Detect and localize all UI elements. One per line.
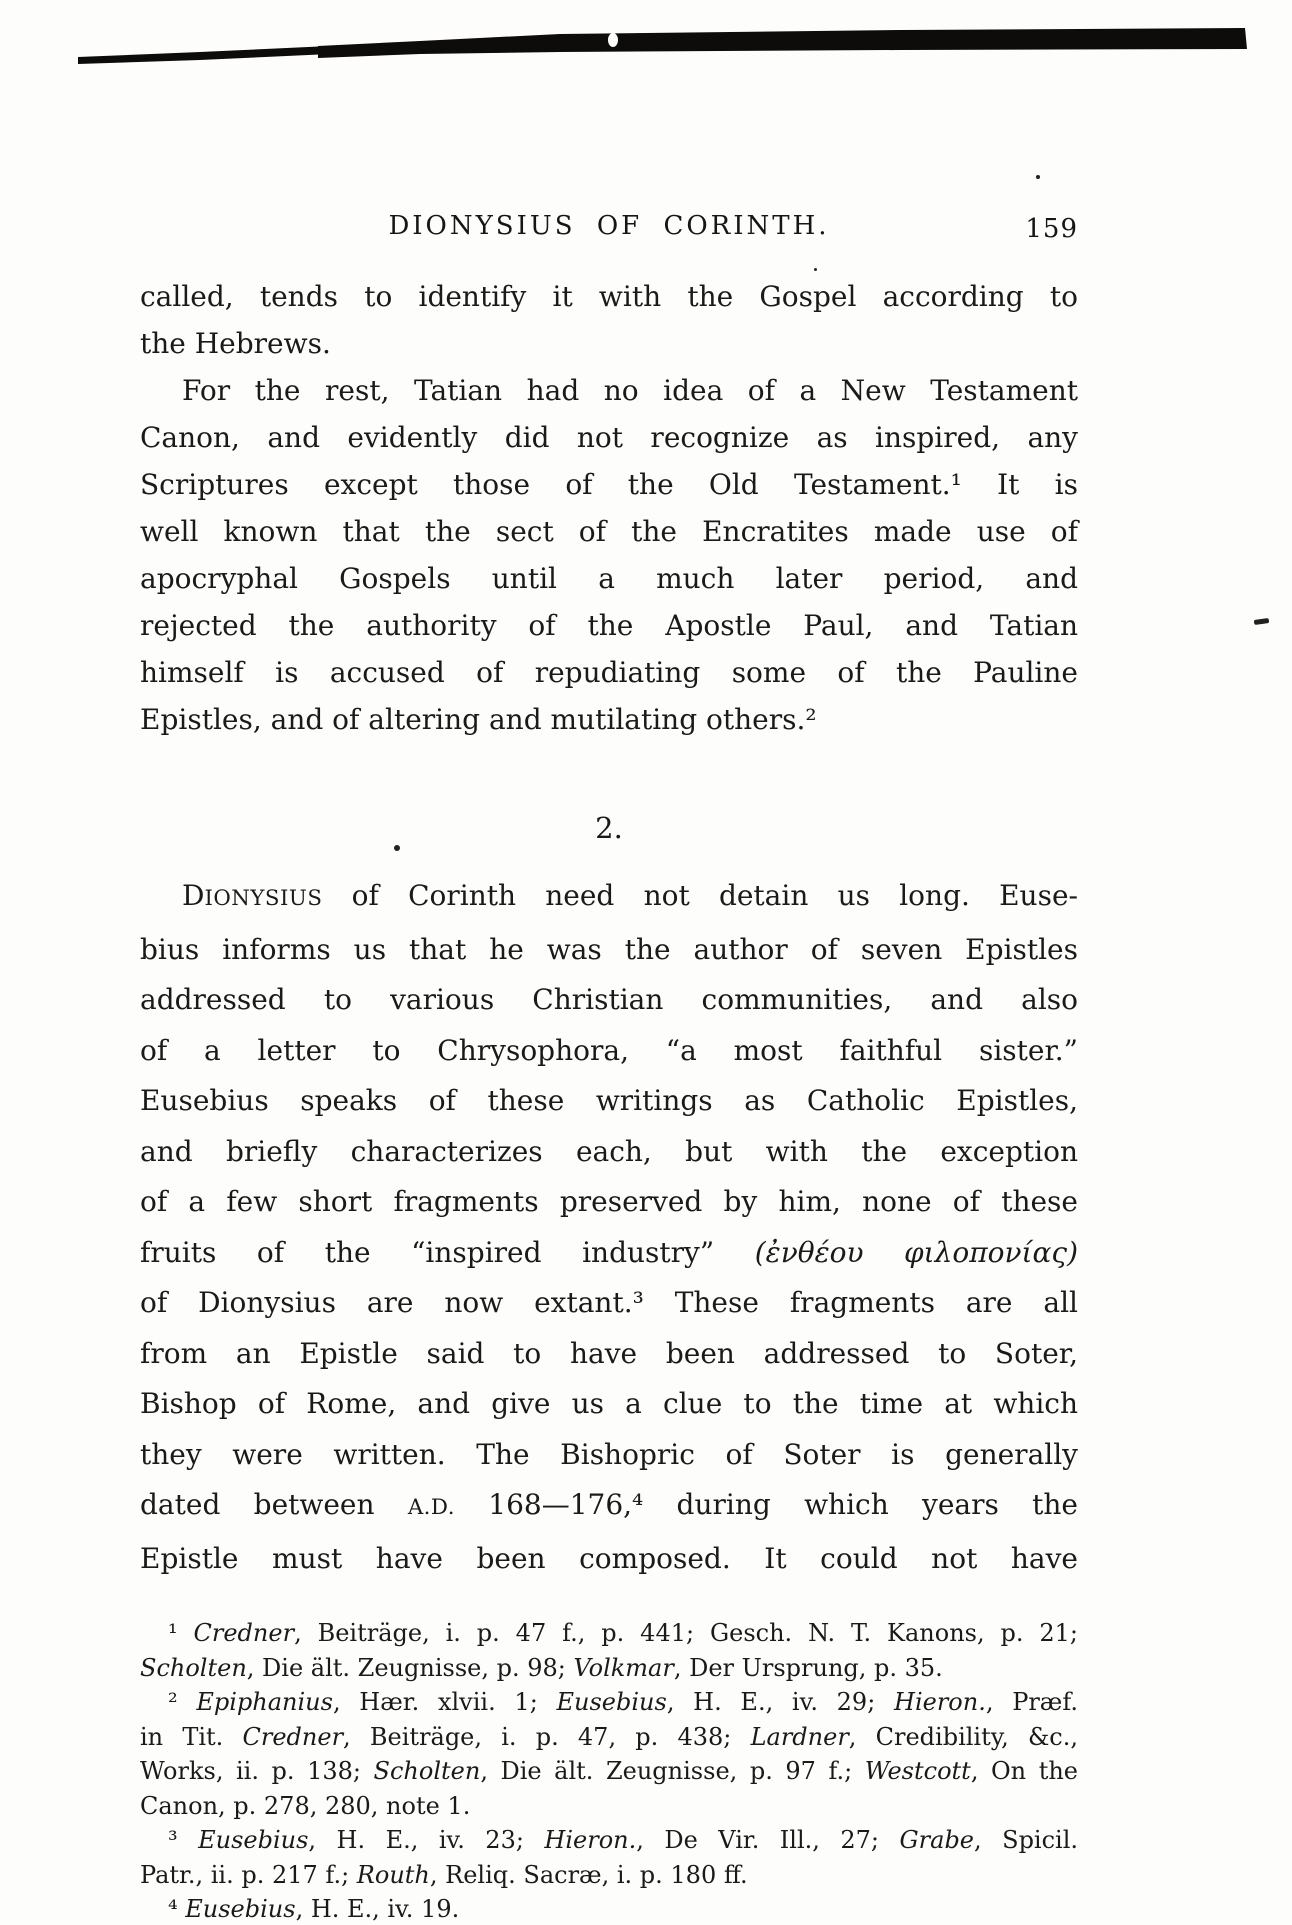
text-line [140, 1026, 1078, 1077]
text-segment: , Hær. xlvii. 1; [332, 1688, 557, 1716]
paragraph-tatian [140, 367, 1078, 743]
italic-text: Scholten [140, 1653, 247, 1682]
text-line [140, 602, 1078, 649]
text-line [140, 1892, 1078, 1925]
scan-speck [1254, 618, 1270, 625]
text-segment: of a letter to Chrysophora, “a most faithful sister.” [140, 1033, 1078, 1067]
italic-text: Grabe [899, 1826, 975, 1854]
text-line [140, 1228, 1078, 1279]
italic-text: Lardner [750, 1722, 849, 1751]
italic-text: Routh [356, 1860, 430, 1889]
text-line [140, 1858, 1078, 1893]
text-segment: rejected the authority of the Apostle Paul, and Tatian [140, 609, 1078, 642]
text-line [140, 1823, 1078, 1858]
text-segment: ³ [168, 1826, 199, 1854]
scan-speck [814, 268, 817, 271]
italic-text: (ἐνθέου φιλοπονίας) [754, 1235, 1079, 1269]
text-segment: D [182, 879, 205, 912]
text-segment: the Hebrews. [140, 327, 331, 360]
text-line [140, 925, 1078, 976]
italic-text: Hieron. [894, 1688, 986, 1716]
footnote-2 [140, 1685, 1078, 1823]
text-line [140, 1720, 1078, 1755]
text-segment: , Die ält. Zeugnisse, p. 98; [246, 1653, 574, 1682]
text-segment: , Beiträge, i. p. 47 f., p. 441; Gesch. N. T. Kanons, p. 21; [294, 1619, 1078, 1647]
text-line [140, 508, 1078, 555]
italic-text: Hieron. [544, 1826, 637, 1854]
text-segment: Canon, and evidently did not recognize as inspired, any [140, 421, 1078, 454]
italic-text: Volkmar [573, 1653, 674, 1682]
text-line [140, 871, 1078, 925]
scan-speck [394, 845, 400, 851]
text-segment: Scriptures except those of the Old Testament.¹ It is [140, 468, 1078, 501]
running-title: DIONYSIUS OF CORINTH. [388, 211, 830, 241]
italic-text: Credner [242, 1722, 344, 1751]
small-caps-text: A.D. [407, 1495, 455, 1520]
text-segment: , Præf. [985, 1688, 1079, 1716]
italic-text: Eusebius [556, 1688, 667, 1716]
text-segment: For the rest, Tatian had no idea of a New Testament [182, 374, 1078, 407]
text-line [140, 1127, 1078, 1178]
paragraph-dionysius [140, 871, 1078, 1584]
text-line [140, 367, 1078, 414]
text-segment: ⁴ [168, 1895, 186, 1923]
text-segment: fruits of the “inspired industry” [140, 1235, 755, 1269]
text-segment: addressed to various Christian communities, and also [140, 983, 1078, 1016]
text-segment: they were written. The Bishopric of Soter is generally [140, 1437, 1078, 1471]
text-segment: ² [168, 1688, 197, 1716]
text-segment: ¹ [168, 1619, 194, 1647]
page-header [140, 211, 1078, 251]
text-segment: bius informs us that he was the author of seven Epistles [140, 932, 1078, 966]
text-line [140, 649, 1078, 696]
text-segment: of Dionysius are now extant.³ These fragments are all [140, 1286, 1078, 1319]
text-line [140, 1480, 1078, 1534]
italic-text: Westcott [864, 1757, 971, 1785]
text-segment: Patr., ii. p. 217 f.; [140, 1860, 357, 1889]
text-line [140, 1430, 1078, 1481]
text-line [140, 555, 1078, 602]
text-line [140, 1651, 1078, 1686]
text-segment: , Beiträge, i. p. 47, p. 438; [343, 1722, 751, 1751]
text-line [140, 975, 1078, 1026]
italic-text: Epiphanius [196, 1688, 333, 1716]
italic-text: Credner [193, 1619, 295, 1647]
scan-artifact-bar [0, 0, 1292, 80]
page-number: 159 [1025, 214, 1078, 244]
footnote-3 [140, 1823, 1078, 1892]
text-segment: , H. E., iv. 23; [308, 1826, 545, 1854]
text-line [140, 1789, 1078, 1824]
scan-speck [1036, 175, 1040, 179]
text-segment: Canon, p. 278, 280, note 1. [140, 1791, 471, 1820]
text-line [140, 1329, 1078, 1380]
text-segment: in Tit. [140, 1722, 243, 1751]
text-line [140, 696, 1078, 743]
text-segment: , Credibility, &c., [848, 1722, 1079, 1751]
text-line [140, 273, 1078, 320]
text-segment: of Corinth need not detain us long. Euse- [322, 879, 1078, 912]
text-line [140, 1076, 1078, 1127]
text-segment: , Reliq. Sacræ, i. p. 180 ff. [429, 1860, 748, 1889]
text-segment: dated between [140, 1488, 408, 1521]
text-segment: from an Epistle said to have been addressed to Soter, [140, 1336, 1078, 1370]
paragraph-continuation [140, 273, 1078, 367]
text-segment: 168—176,⁴ during which years the [454, 1488, 1078, 1521]
text-line [140, 1379, 1078, 1430]
text-line [140, 320, 1078, 367]
text-line [140, 1685, 1078, 1720]
text-segment: Bishop of Rome, and give us a clue to the time at which [140, 1387, 1078, 1420]
text-segment: called, tends to identify it with the Gospel according to [140, 280, 1078, 313]
text-segment: of a few short fragments preserved by him, none of these [140, 1185, 1078, 1218]
section-heading: 2. [595, 811, 623, 845]
text-line [140, 1616, 1078, 1651]
footnote-1 [140, 1616, 1078, 1685]
text-segment: , De Vir. Ill., 27; [636, 1826, 900, 1854]
text-line [140, 1177, 1078, 1228]
text-segment: , Spicil. [974, 1826, 1079, 1854]
text-line [140, 1278, 1078, 1329]
text-segment: , H. E., iv. 19. [295, 1895, 460, 1923]
text-line [140, 461, 1078, 508]
text-segment: himself is accused of repudiating some of the Pauline [140, 656, 1078, 689]
small-caps-text: IONYSIUS [204, 886, 323, 911]
text-segment: Epistle must have been composed. It could not have [140, 1541, 1078, 1575]
text-line [140, 1754, 1078, 1789]
italic-text: Eusebius [198, 1826, 309, 1854]
footnote-4 [140, 1892, 1078, 1925]
text-segment: , Die ält. Zeugnisse, p. 97 f.; [480, 1757, 865, 1785]
text-segment: Works, ii. p. 138; [140, 1757, 374, 1785]
text-segment: apocryphal Gospels until a much later period, and [140, 562, 1078, 595]
italic-text: Scholten [373, 1757, 481, 1785]
footnotes-block [140, 1616, 1078, 1925]
italic-text: Eusebius [185, 1895, 296, 1923]
text-segment: Epistles, and of altering and mutilating others.² [140, 703, 817, 736]
text-line [140, 1534, 1078, 1585]
text-line [140, 414, 1078, 461]
text-segment: and briefly characterizes each, but with the exception [140, 1134, 1078, 1168]
text-segment: Eusebius speaks of these writings as Catholic Epistles, [140, 1084, 1078, 1117]
text-segment: well known that the sect of the Encratites made use of [140, 515, 1078, 548]
text-segment: , Der Ursprung, p. 35. [673, 1653, 943, 1682]
text-segment: , On the [970, 1757, 1078, 1785]
text-segment: , H. E., iv. 29; [666, 1688, 895, 1716]
